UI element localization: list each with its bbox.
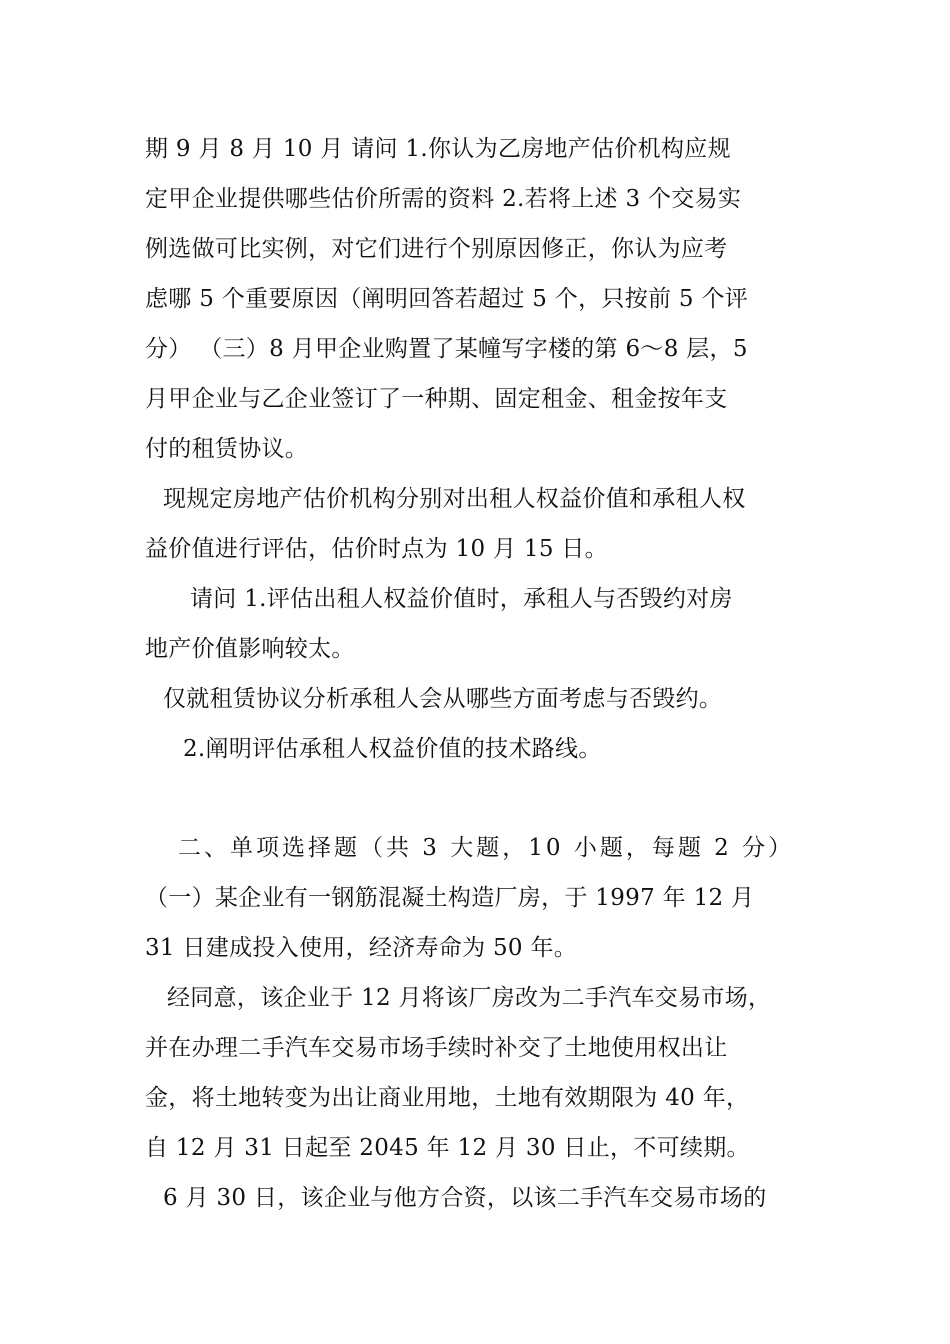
paragraph-line-7: 付的租赁协议。 bbox=[145, 436, 309, 462]
paragraph-line-17: 经同意，该企业于 12 月将该厂房改为二手汽车交易市场， bbox=[167, 985, 772, 1011]
paragraph-line-1: 期 9 月 8 月 10 月 请问 1.你认为乙房地产估价机构应规 bbox=[145, 136, 731, 162]
paragraph-line-12: 仅就租赁协议分析承租人会从哪些方面考虑与否毁约。 bbox=[163, 686, 723, 712]
paragraph-line-19: 金，将土地转变为出让商业用地，土地有效期限为 40 年， bbox=[145, 1085, 750, 1111]
paragraph-line-2: 定甲企业提供哪些估价所需的资料 2.若将上述 3 个交易实 bbox=[145, 186, 742, 212]
paragraph-line-9: 益价值进行评估，估价时点为 10 月 15 日。 bbox=[145, 536, 608, 562]
paragraph-line-3: 例选做可比实例，对它们进行个别原因修正，你认为应考 bbox=[145, 236, 728, 262]
section-heading: 二、单项选择题（共 3 大题，10 小题，每题 2 分） bbox=[178, 835, 795, 861]
paragraph-line-4: 虑哪 5 个重要原因（阐明回答若超过 5 个，只按前 5 个评 bbox=[145, 286, 749, 312]
paragraph-line-5: 分） （三）8 月甲企业购置了某幢写字楼的第 6～8 层，5 bbox=[145, 336, 748, 362]
paragraph-line-6: 月甲企业与乙企业签订了一种期、固定租金、租金按年支 bbox=[145, 386, 728, 412]
paragraph-line-13: 2.阐明评估承租人权益价值的技术路线。 bbox=[183, 736, 602, 762]
paragraph-line-20: 自 12 月 31 日起至 2045 年 12 月 30 日止，不可续期。 bbox=[145, 1135, 750, 1161]
paragraph-line-15: （一）某企业有一钢筋混凝土构造厂房，于 1997 年 12 月 bbox=[145, 885, 755, 911]
paragraph-line-18: 并在办理二手汽车交易市场手续时补交了土地使用权出让 bbox=[145, 1035, 728, 1061]
paragraph-line-8: 现规定房地产估价机构分别对出租人权益价值和承租人权 bbox=[163, 486, 746, 512]
paragraph-line-10: 请问 1.评估出租人权益价值时，承租人与否毁约对房 bbox=[190, 586, 733, 612]
paragraph-line-21: 6 月 30 日，该企业与他方合资，以该二手汽车交易市场的 bbox=[163, 1185, 767, 1211]
paragraph-line-11: 地产价值影响较太。 bbox=[145, 636, 355, 662]
paragraph-line-16: 31 日建成投入使用，经济寿命为 50 年。 bbox=[145, 935, 578, 961]
